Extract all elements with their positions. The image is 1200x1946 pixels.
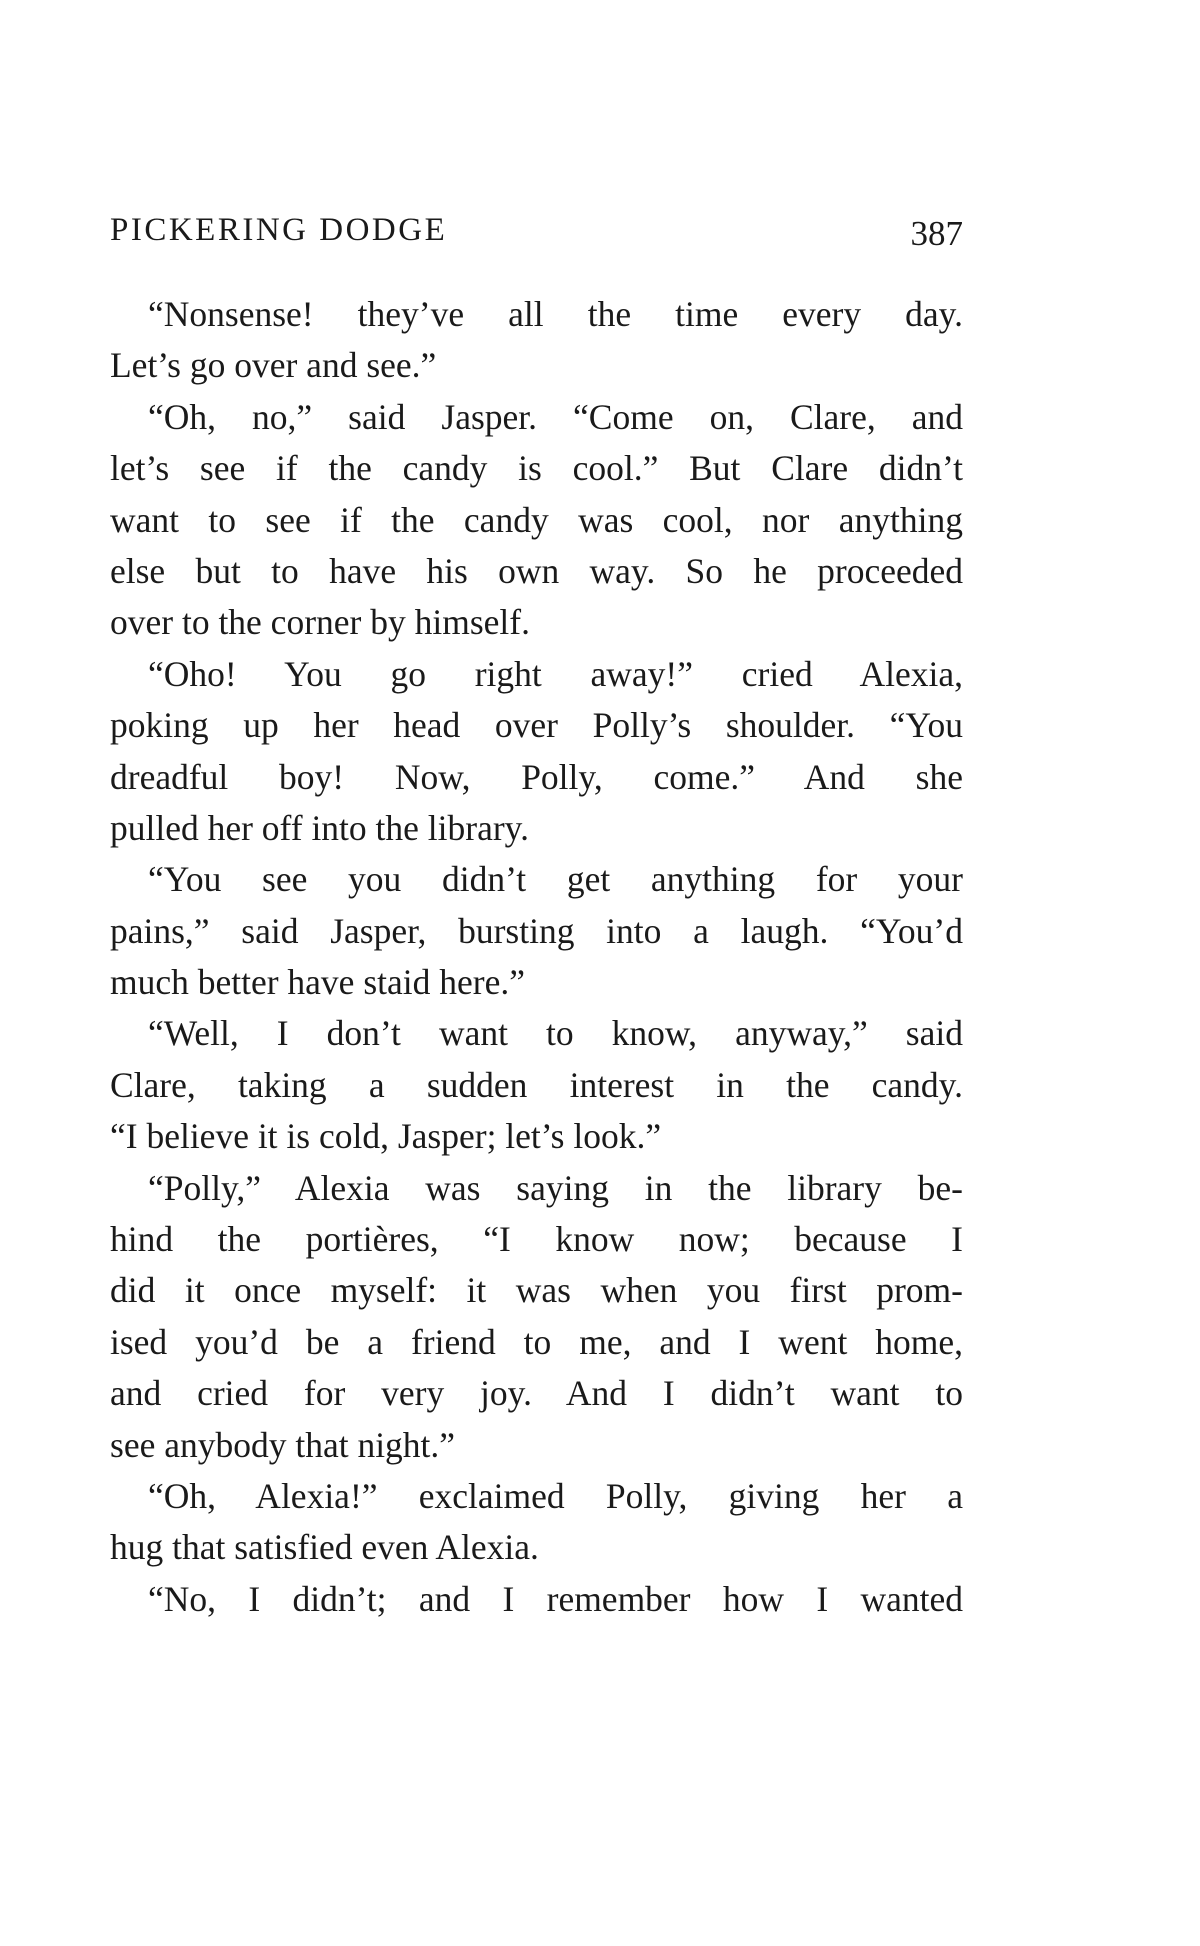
text-line: Let’s go over and see.” [110,345,437,386]
text-line: “Well, I don’t want to know, anyway,” said [148,1013,963,1054]
text-line: “No, I didn’t; and I remember how I wanted [148,1578,963,1619]
running-head [110,208,963,258]
text-line: poking up her head over Polly’s shoulder. “You [110,705,963,746]
text-line: over to the corner by himself. [110,602,530,643]
text-line: “Nonsense! they’ve all the time every day. [148,294,963,334]
text-line: pains,” said Jasper, bursting into a laugh. “You’d [110,910,963,951]
text-line: hug that satisfied even Alexia. [110,1527,539,1568]
text-line: dreadful boy! Now, Polly, come.” And she [110,756,963,797]
text-line: see anybody that night.” [110,1424,456,1465]
text-line: did it once myself: it was when you first prom- [110,1270,963,1311]
text-line: pulled her off into the library. [110,807,529,848]
text-line: else but to have his own way. So he proceeded [110,550,963,591]
text-line: hind the portières, “I know now; because I [110,1219,963,1260]
text-line: “I believe it is cold, Jasper; let’s look.” [110,1116,662,1157]
text-line: “You see you didn’t get anything for your [148,859,963,900]
text-line: “Oh, no,” said Jasper. “Come on, Clare, and [148,396,963,437]
text-line: “Oho! You go right away!” cried Alexia, [148,653,963,694]
text-line: much better have staid here.” [110,962,525,1003]
page-number: 387 [910,214,963,253]
text-line: “Oh, Alexia!” exclaimed Polly, giving her a [148,1475,963,1516]
text-line: let’s see if the candy is cool.” But Clare didn’t [110,448,963,489]
running-title: PICKERING DODGE [110,212,448,248]
text-line: “Polly,” Alexia was saying in the library be- [148,1167,963,1208]
text-line: ised you’d be a friend to me, and I went home, [110,1321,963,1362]
text-line: want to see if the candy was cool, nor anything [110,499,963,540]
text-line: and cried for very joy. And I didn’t want to [110,1373,963,1414]
text-line: Clare, taking a sudden interest in the candy. [110,1064,963,1105]
body-text [110,289,963,1625]
